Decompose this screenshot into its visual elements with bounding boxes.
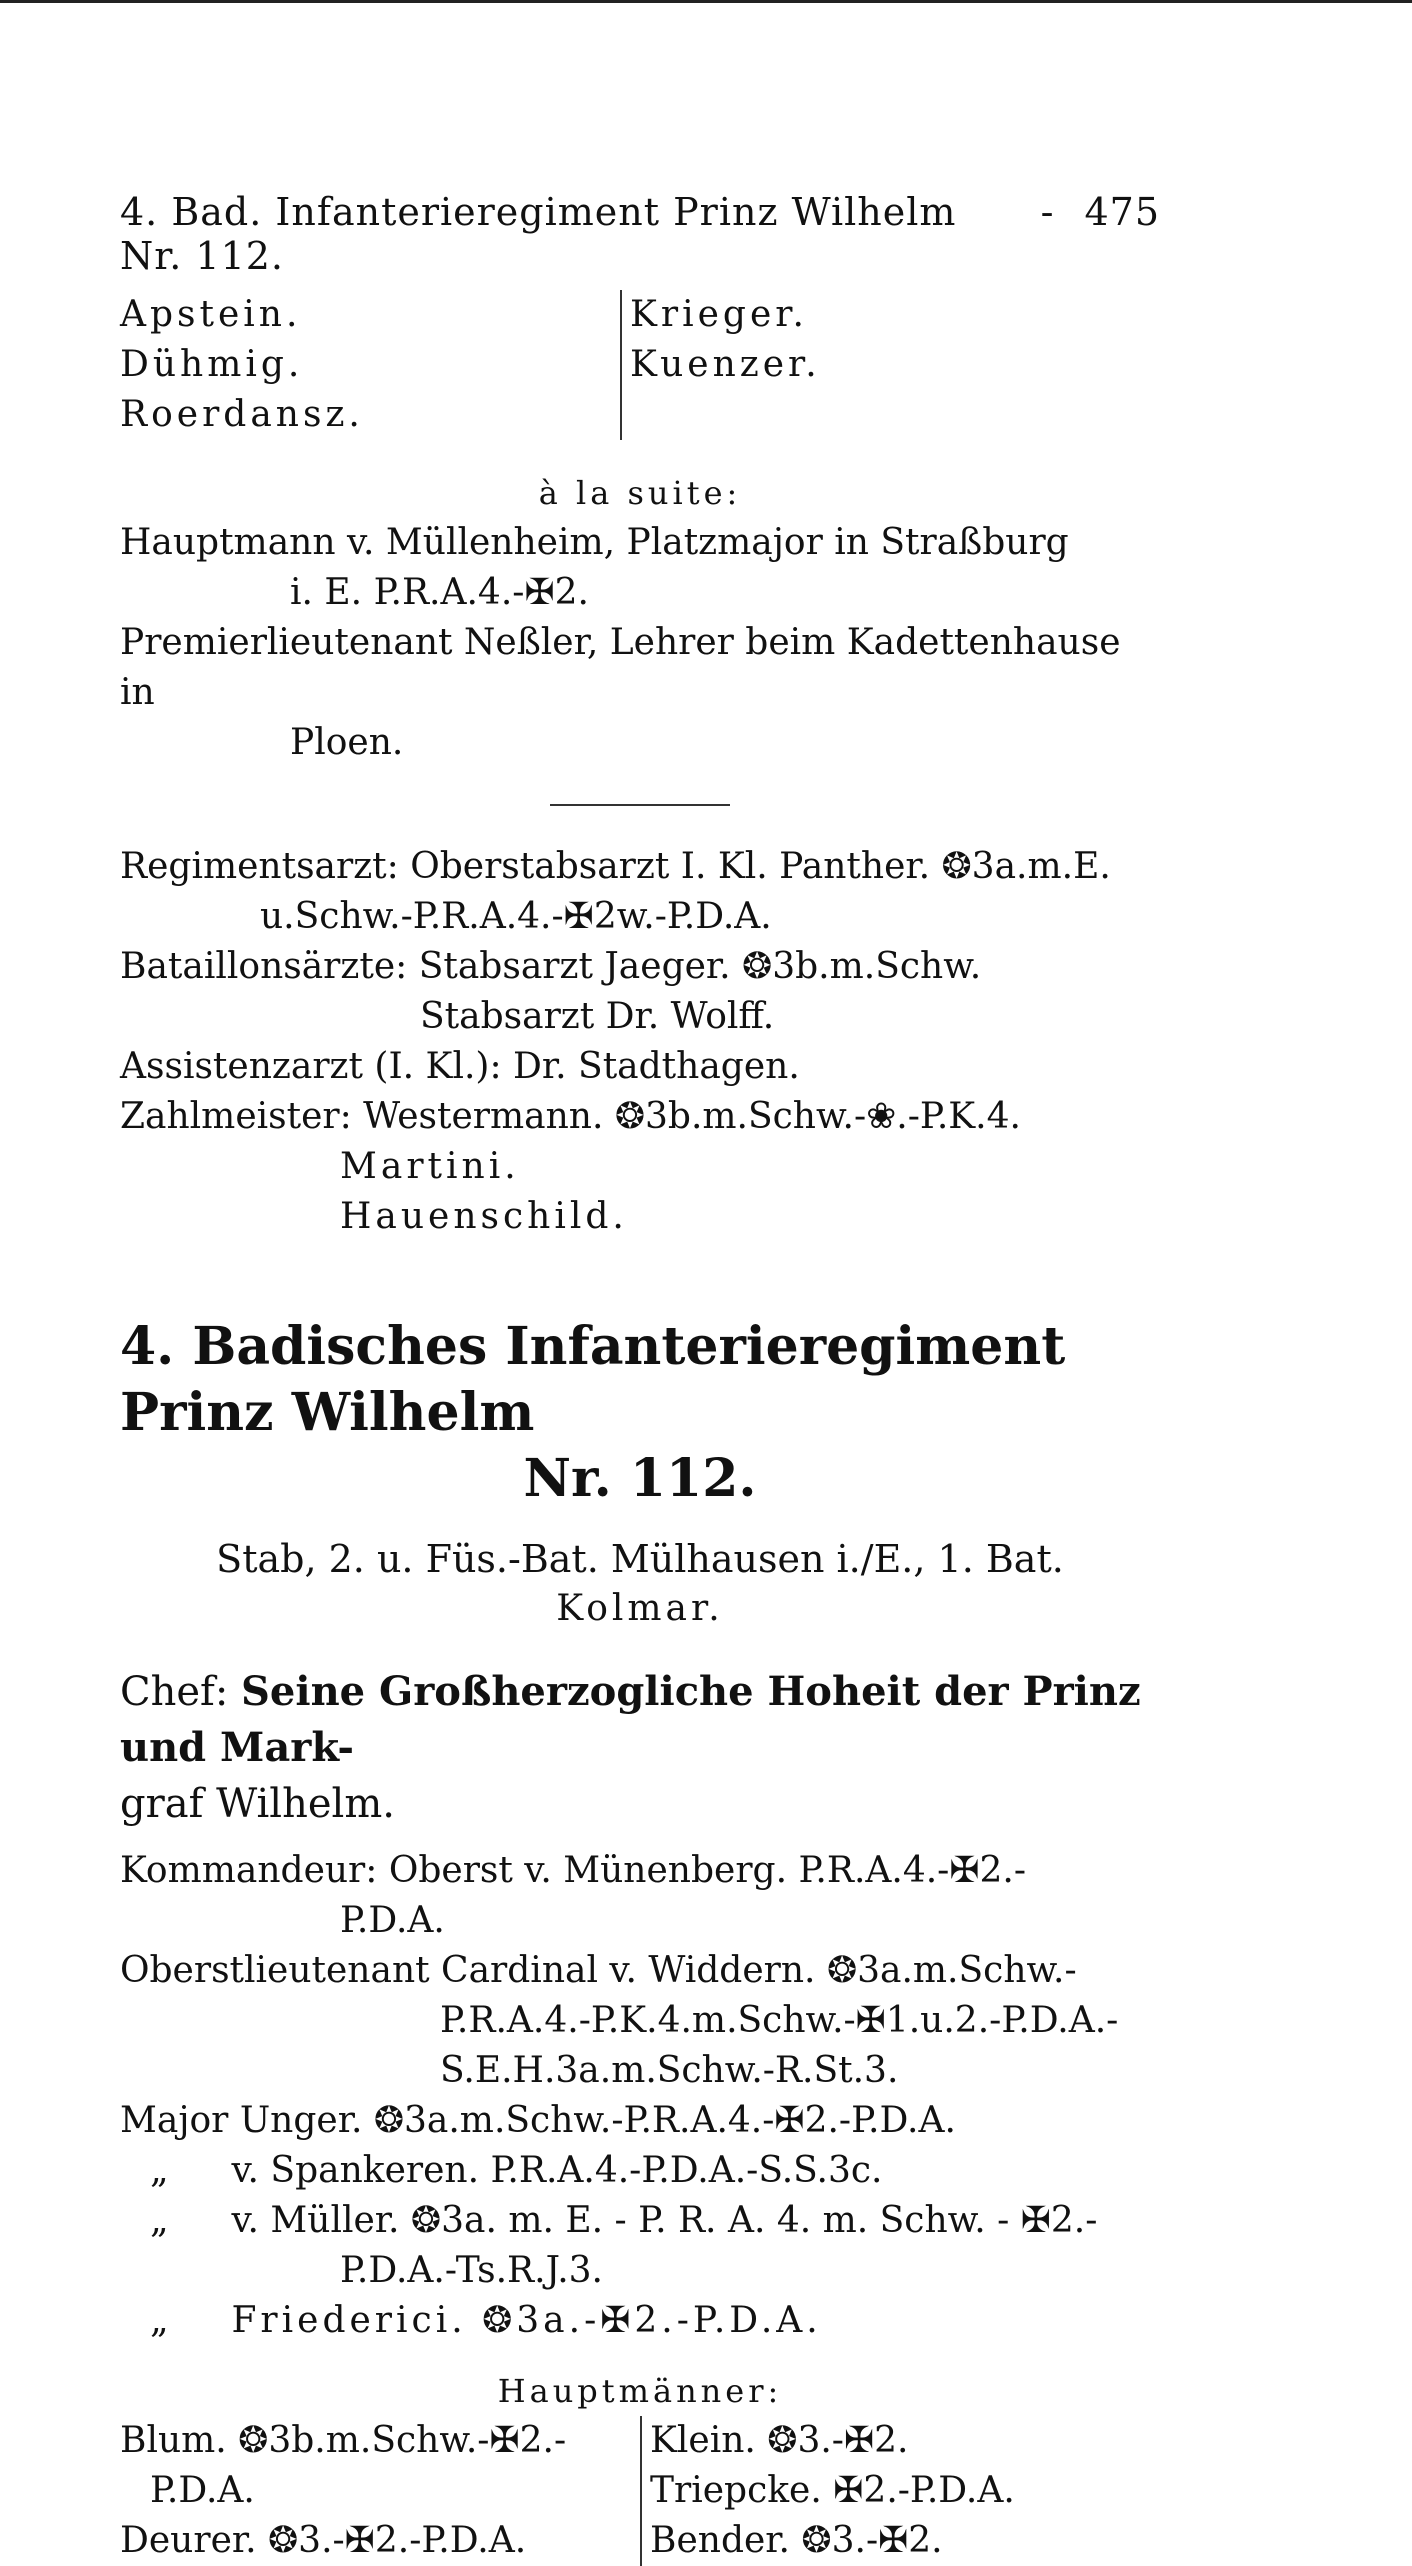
officer-line: Kommandeur: Oberst v. Münenberg. P.R.A.4.-✠2.- <box>120 1850 1027 1891</box>
medical-line: u.Schw.-P.R.A.4.-✠2w.-P.D.A. <box>260 896 772 937</box>
list-item: Deurer. ❂3.-✠2.-P.D.A. <box>120 2520 527 2561</box>
medical-line: Martini. <box>340 1146 520 1187</box>
running-header <box>120 190 1160 278</box>
medical-line: Bataillonsärzte: Stabsarzt Jaeger. ❂3b.m.Schw. <box>120 946 982 987</box>
names-right-column <box>620 290 1130 440</box>
list-item: Apstein. <box>120 294 302 335</box>
officer-line: Major Unger. ❂3a.m.Schw.-P.R.A.4.-✠2.-P.D.A. <box>120 2100 956 2141</box>
officer-names-two-columns <box>120 290 1160 440</box>
list-item: Klein. ❂3.-✠2. <box>650 2420 909 2461</box>
garrison-line: Kolmar. <box>556 1588 724 1629</box>
a-la-suite-line: Hauptmann v. Müllenheim, Platzmajor in Straßburg <box>120 522 1069 563</box>
hauptmaenner-right-column <box>640 2416 1015 2566</box>
officer-line <box>120 2196 1160 2246</box>
chief-line <box>120 1664 1160 1776</box>
officer-line: S.E.H.3a.m.Schw.-R.St.3. <box>440 2050 899 2091</box>
hauptmaenner-left-column <box>120 2416 640 2566</box>
list-item: Bender. ❂3.-✠2. <box>650 2520 943 2561</box>
officer-line: P.D.A. <box>340 1900 445 1941</box>
officer-line: Oberstlieutenant Cardinal v. Widdern. ❂3a.m.Schw.- <box>120 1950 1077 1991</box>
ditto-mark: „ <box>150 2150 169 2191</box>
officer-line <box>120 2296 1160 2346</box>
top-border-line <box>0 0 1412 3</box>
ditto-mark: „ <box>150 2300 169 2341</box>
list-item: Triepcke. ✠2.-P.D.A. <box>650 2470 1015 2511</box>
section-title-number: Nr. 112. <box>523 1448 757 1509</box>
book-page <box>120 190 1160 2566</box>
section-title: 4. Badisches Infanterieregiment Prinz Wilhelm <box>120 1316 1066 1443</box>
names-left-column <box>120 290 620 440</box>
ditto-mark: „ <box>150 2200 169 2241</box>
list-item: Kuenzer. <box>630 344 821 385</box>
a-la-suite-line: i. E. P.R.A.4.-✠2. <box>290 572 589 613</box>
officer-line: P.D.A.-Ts.R.J.3. <box>340 2250 604 2291</box>
officer-entry: v. Spankeren. P.R.A.4.-P.D.A.-S.S.3c. <box>231 2150 883 2191</box>
list-item: Dühmig. <box>120 344 304 385</box>
chief-name: Seine Großherzogliche Hoheit der Prinz und Mark- <box>120 1668 1141 1771</box>
medical-line: Zahlmeister: Westermann. ❂3b.m.Schw.-❀.-P.K.4. <box>120 1096 1021 1137</box>
list-item: Blum. ❂3b.m.Schw.-✠2.- <box>120 2420 567 2461</box>
chief-label: Chef: <box>120 1669 229 1715</box>
medical-line: Stabsarzt Dr. Wolff. <box>420 996 775 1037</box>
divider <box>550 804 730 806</box>
officer-entry: v. Müller. ❂3a. m. E. - P. R. A. 4. m. Schw. - ✠2.- <box>231 2200 1098 2241</box>
list-item: P.D.A. <box>150 2470 255 2511</box>
medical-line: Assistenzarzt (I. Kl.): Dr. Stadthagen. <box>120 1046 800 1087</box>
page-number: 475 <box>1084 190 1160 234</box>
officer-entry: Friederici. ❂3a.-✠2.-P.D.A. <box>231 2300 822 2341</box>
a-la-suite-line: Premierlieutenant Neßler, Lehrer beim Kadettenhause in <box>120 622 1121 713</box>
hauptmaenner-two-columns <box>120 2416 1160 2566</box>
a-la-suite-line: Ploen. <box>290 722 404 763</box>
header-separator: - <box>1040 190 1055 234</box>
officer-line: P.R.A.4.-P.K.4.m.Schw.-✠1.u.2.-P.D.A.- <box>440 2000 1119 2041</box>
medical-line: Regimentsarzt: Oberstabsarzt I. Kl. Panther. ❂3a.m.E. <box>120 846 1111 887</box>
list-item: Roerdansz. <box>120 394 364 435</box>
a-la-suite-heading: à la suite: <box>538 474 742 512</box>
garrison-line: Stab, 2. u. Füs.-Bat. Mülhausen i./E., 1. Bat. <box>216 1537 1064 1581</box>
hauptmaenner-heading: Hauptmänner: <box>497 2372 783 2410</box>
officer-line <box>120 2146 1160 2196</box>
list-item: Krieger. <box>630 294 808 335</box>
medical-line: Hauenschild. <box>340 1196 628 1237</box>
chief-name-continued: graf Wilhelm. <box>120 1781 395 1827</box>
running-title: 4. Bad. Infanterieregiment Prinz Wilhelm Nr. 112. <box>120 190 957 278</box>
